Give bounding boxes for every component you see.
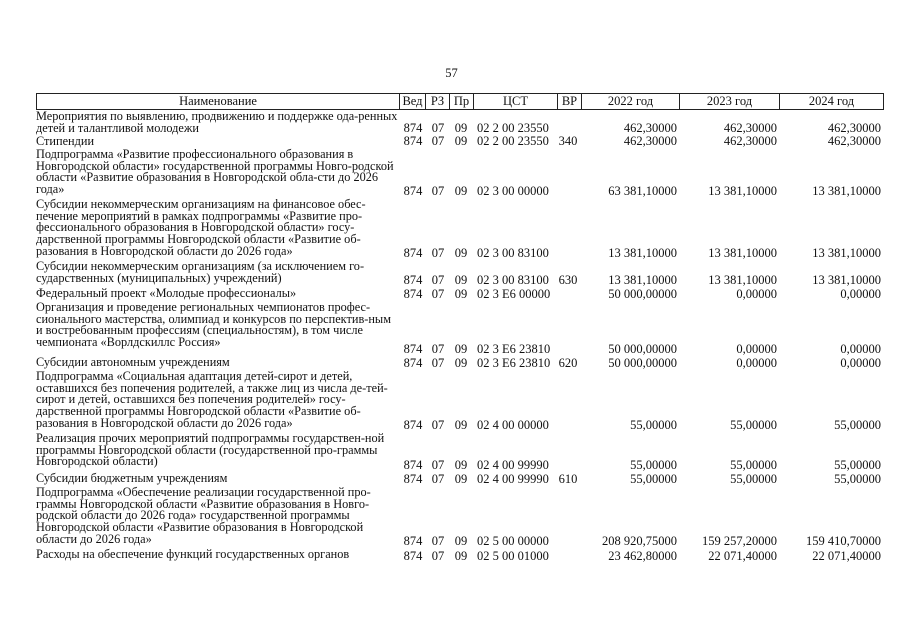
row-2023: 0,00000 [736,287,777,301]
column-header-cst: ЦСТ [473,94,557,109]
column-header-2024: 2024 год [779,94,883,109]
row-2023: 462,30000 [723,134,777,148]
row-2024: 13 381,10000 [812,184,881,198]
row-2022: 55,00000 [630,458,677,472]
row-2022: 50 000,00000 [608,356,677,370]
row-cst: 02 4 00 00000 [477,418,549,432]
table-row [36,110,884,135]
row-2023: 55,00000 [730,458,777,472]
row-2024: 462,30000 [827,121,881,135]
row-2024: 159 410,70000 [806,534,881,548]
row-rz: 07 [431,121,445,135]
row-2024: 22 071,40000 [812,549,881,563]
table-row [36,198,884,260]
row-pr: 09 [454,458,468,472]
row-2022: 55,00000 [630,418,677,432]
row-2023: 13 381,10000 [708,184,777,198]
row-2022: 208 920,75000 [602,534,677,548]
row-2022: 13 381,10000 [608,273,677,287]
row-pr: 09 [454,273,468,287]
row-2022: 462,30000 [623,121,677,135]
row-pr: 09 [454,246,468,260]
row-cst: 02 2 00 23550 [477,134,549,148]
row-name: Субсидии некоммерческим организациям (за исключением го-сударственных (муниципальных) учреждений) [36,259,365,285]
row-name: Реализация прочих мероприятий подпрограммы государствен-ной программы Новгородской области (государственной про-граммы Новгородской области) [36,431,385,469]
table-row [36,148,884,198]
row-pr: 09 [454,342,468,356]
row-ved: 874 [403,246,423,260]
table-row [36,301,884,356]
row-vr: 620 [558,356,578,370]
row-ved: 874 [403,472,423,486]
row-2022: 462,30000 [623,134,677,148]
row-rz: 07 [431,458,445,472]
row-rz: 07 [431,134,445,148]
row-cst: 02 3 00 83100 [477,246,549,260]
row-ved: 874 [403,549,423,563]
row-ved: 874 [403,134,423,148]
row-2023: 13 381,10000 [708,246,777,260]
row-rz: 07 [431,342,445,356]
row-cst: 02 3 Е6 00000 [477,287,551,301]
row-name: Субсидии некоммерческим организациям на финансовое обес-печение мероприятий в рамках подпрограммы «Развитие про-фессионального образования в Новгородской области» госу-дарственной программы Новгородской области «Развитие об-разования в Новгородской области до 2026 года» [36,197,366,258]
row-pr: 09 [454,418,468,432]
row-cst: 02 3 00 83100 [477,273,549,287]
column-header-2022: 2022 год [581,94,679,109]
page-number: 57 [445,66,458,80]
table-row [36,486,884,548]
row-name: Федеральный проект «Молодые профессионалы» [36,286,297,300]
row-2022: 63 381,10000 [608,184,677,198]
row-2024: 462,30000 [827,134,881,148]
row-ved: 874 [403,458,423,472]
row-name: Подпрограмма «Социальная адаптация детей-сирот и детей, оставшихся без попечения родителей, а также лиц из числа де-тей-сирот и детей, оставшихся без попечения родителей» госу-дарственной программы Новгородской области «Развитие об-разования в Новгородской области до 2026 года» [36,369,388,430]
row-2022: 50 000,00000 [608,342,677,356]
column-header-2023: 2023 год [679,94,779,109]
row-pr: 09 [454,472,468,486]
row-ved: 874 [403,121,423,135]
row-2022: 55,00000 [630,472,677,486]
row-cst: 02 3 Е6 23810 [477,356,551,370]
row-2023: 55,00000 [730,418,777,432]
column-header-vr: ВР [557,94,581,109]
row-2024: 0,00000 [840,287,881,301]
row-name: Субсидии автономным учреждениям [36,355,230,369]
row-cst: 02 4 00 99990 [477,472,549,486]
column-header-pr: Пр [449,94,473,109]
table-row [36,370,884,432]
table-row [36,548,884,563]
row-vr: 610 [558,472,578,486]
row-2023: 0,00000 [736,356,777,370]
row-2023: 0,00000 [736,342,777,356]
row-pr: 09 [454,121,468,135]
table-row [36,472,884,486]
row-ved: 874 [403,184,423,198]
budget-table-body [36,110,884,563]
row-cst: 02 2 00 23550 [477,121,549,135]
row-name: Стипендии [36,134,95,148]
row-ved: 874 [403,342,423,356]
row-ved: 874 [403,534,423,548]
row-pr: 09 [454,549,468,563]
row-2022: 50 000,00000 [608,287,677,301]
row-2023: 13 381,10000 [708,273,777,287]
row-rz: 07 [431,273,445,287]
row-name: Субсидии бюджетным учреждениям [36,471,228,485]
row-name: Подпрограмма «Обеспечение реализации государственной про-граммы Новгородской области «Развитие образования в Новго-родской области до 2026 года» государственной программы Новгородской области «Развитие образования в Новгородской области до 2026 года» [36,485,371,546]
row-rz: 07 [431,549,445,563]
row-rz: 07 [431,246,445,260]
row-2024: 55,00000 [834,458,881,472]
row-cst: 02 3 Е6 23810 [477,342,551,356]
row-2024: 13 381,10000 [812,273,881,287]
row-rz: 07 [431,287,445,301]
row-2023: 462,30000 [723,121,777,135]
row-ved: 874 [403,356,423,370]
row-name: Расходы на обеспечение функций государственных органов [36,547,350,561]
table-row [36,356,884,370]
row-rz: 07 [431,534,445,548]
table-header [36,93,884,110]
row-cst: 02 5 00 01000 [477,549,549,563]
row-pr: 09 [454,184,468,198]
column-header-name: Наименование [179,94,257,108]
row-cst: 02 3 00 00000 [477,184,549,198]
row-2024: 13 381,10000 [812,246,881,260]
row-vr: 340 [558,134,578,148]
row-2022: 23 462,80000 [608,549,677,563]
column-header-rz: РЗ [425,94,449,109]
row-ved: 874 [403,273,423,287]
row-2024: 0,00000 [840,342,881,356]
row-vr: 630 [558,273,578,287]
row-pr: 09 [454,356,468,370]
table-row [36,287,884,301]
row-pr: 09 [454,287,468,301]
table-row [36,432,884,472]
row-pr: 09 [454,134,468,148]
row-pr: 09 [454,534,468,548]
row-2024: 55,00000 [834,418,881,432]
row-rz: 07 [431,418,445,432]
table-row [36,260,884,287]
row-ved: 874 [403,418,423,432]
row-rz: 07 [431,356,445,370]
row-name: Подпрограмма «Развитие профессионального образования в Новгородской области» государственной программы Новго-родской области «Развитие образования в Новгородской обла-сти до 2026 года» [36,147,394,197]
row-2023: 159 257,20000 [702,534,777,548]
row-name: Организация и проведение региональных чемпионатов профес-сионального мастерства, олимпиад и конкурсов по перспектив-ным и востребованным профессиям (специальностям), в том числе чемпионата «Ворлдскиллс Россия» [36,300,391,350]
row-2024: 55,00000 [834,472,881,486]
row-name: Мероприятия по выявлению, продвижению и поддержке ода-ренных детей и талантливой молодежи [36,109,398,135]
row-ved: 874 [403,287,423,301]
row-2023: 22 071,40000 [708,549,777,563]
row-2024: 0,00000 [840,356,881,370]
column-header-ved: Вед [399,94,425,109]
row-2023: 55,00000 [730,472,777,486]
row-cst: 02 5 00 00000 [477,534,549,548]
row-2022: 13 381,10000 [608,246,677,260]
row-rz: 07 [431,472,445,486]
row-cst: 02 4 00 99990 [477,458,549,472]
row-rz: 07 [431,184,445,198]
